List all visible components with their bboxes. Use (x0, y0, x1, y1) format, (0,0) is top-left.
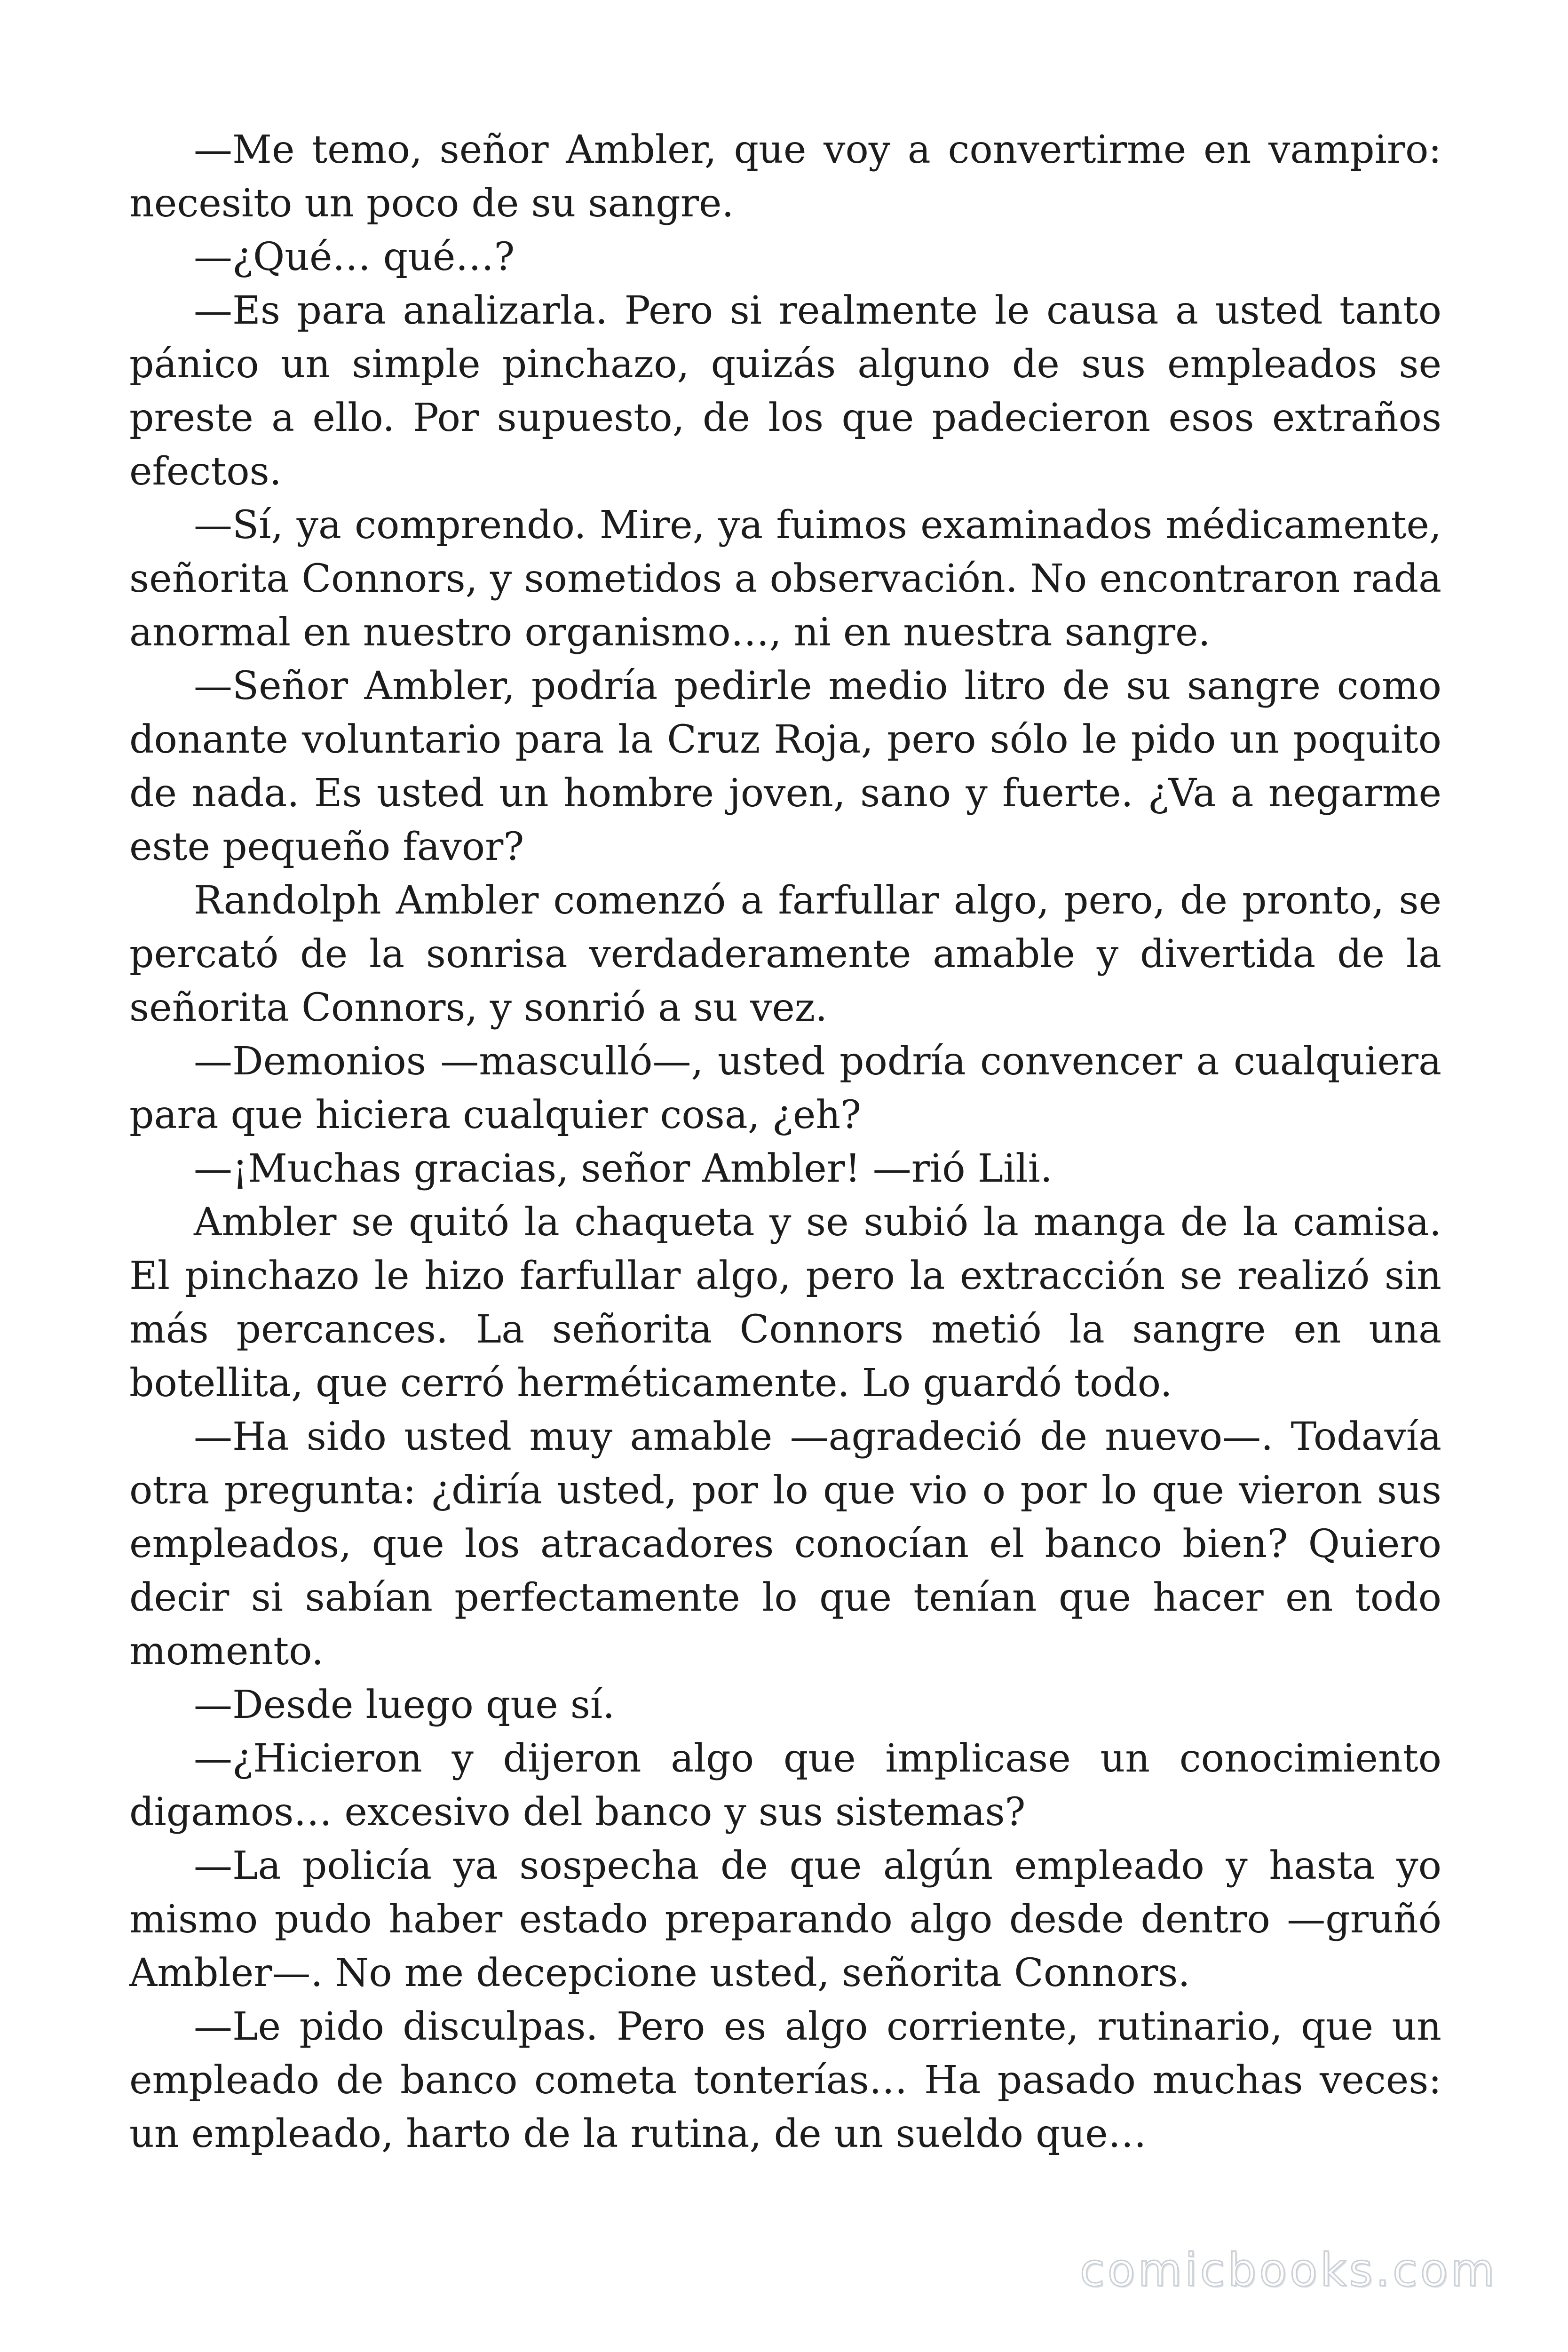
paragraph: —Es para analizarla. Pero si realmente le causa a usted tanto pánico un simple pinchazo, quizás alguno de sus empleados se preste a ello. Por supuesto, de los que padecieron esos extraños efectos. (129, 288, 1441, 494)
paragraph: Randolph Ambler comenzó a farfullar algo, pero, de pronto, se percató de la sonrisa verdaderamente amable y divertida de la señorita Connors, y sonrió a su vez. (129, 878, 1441, 1030)
paragraph: —La policía ya sospecha de que algún empleado y hasta yo mismo pudo haber estado preparando algo desde dentro —gruñó Ambler—. No me decepcione usted, señorita Connors. (129, 1843, 1441, 1995)
paragraph: —¡Muchas gracias, señor Ambler! —rió Lili. (194, 1146, 1053, 1191)
watermark: comicbooks.com (1079, 2244, 1497, 2296)
page-text (129, 123, 1441, 2161)
paragraph: —¿Hicieron y dijeron algo que implicase un conocimiento digamos… excesivo del banco y sus sistemas? (129, 1736, 1441, 1835)
paragraph: —Me temo, señor Ambler, que voy a convertirme en vampiro: necesito un poco de su sangre. (129, 127, 1441, 226)
paragraph: —¿Qué… qué…? (194, 235, 515, 279)
paragraph: Ambler se quitó la chaqueta y se subió la manga de la camisa. El pinchazo le hizo farfullar algo, pero la extracción se realizó sin más percances. La señorita Connors metió la sangre en una botellita, que cerró herméticamente. Lo guardó todo. (129, 1200, 1441, 1406)
paragraph: —Demonios —masculló—, usted podría convencer a cualquiera para que hiciera cualquier cosa, ¿eh? (129, 1039, 1441, 1137)
paragraph: —Sí, ya comprendo. Mire, ya fuimos examinados médicamente, señorita Connors, y sometidos a observación. No encontraron rada anormal en nuestro organismo…, ni en nuestra sangre. (129, 503, 1441, 655)
paragraph: —Le pido disculpas. Pero es algo corriente, rutinario, que un empleado de banco cometa tonterías… Ha pasado muchas veces: un empleado, harto de la rutina, de un sueldo que… (129, 2004, 1441, 2156)
paragraph: —Señor Ambler, podría pedirle medio litro de su sangre como donante voluntario para la Cruz Roja, pero sólo le pido un poquito de nada. Es usted un hombre joven, sano y fuerte. ¿Va a negarme este pequeño favor? (129, 664, 1441, 869)
paragraph: —Desde luego que sí. (194, 1683, 615, 1727)
paragraph: —Ha sido usted muy amable —agradeció de nuevo—. Todavía otra pregunta: ¿diría usted, por lo que vio o por lo que vieron sus empleados, que los atracadores conocían el banco bien? Quiero decir si sabían perfectamente lo que tenían que hacer en todo momento. (129, 1414, 1441, 1674)
